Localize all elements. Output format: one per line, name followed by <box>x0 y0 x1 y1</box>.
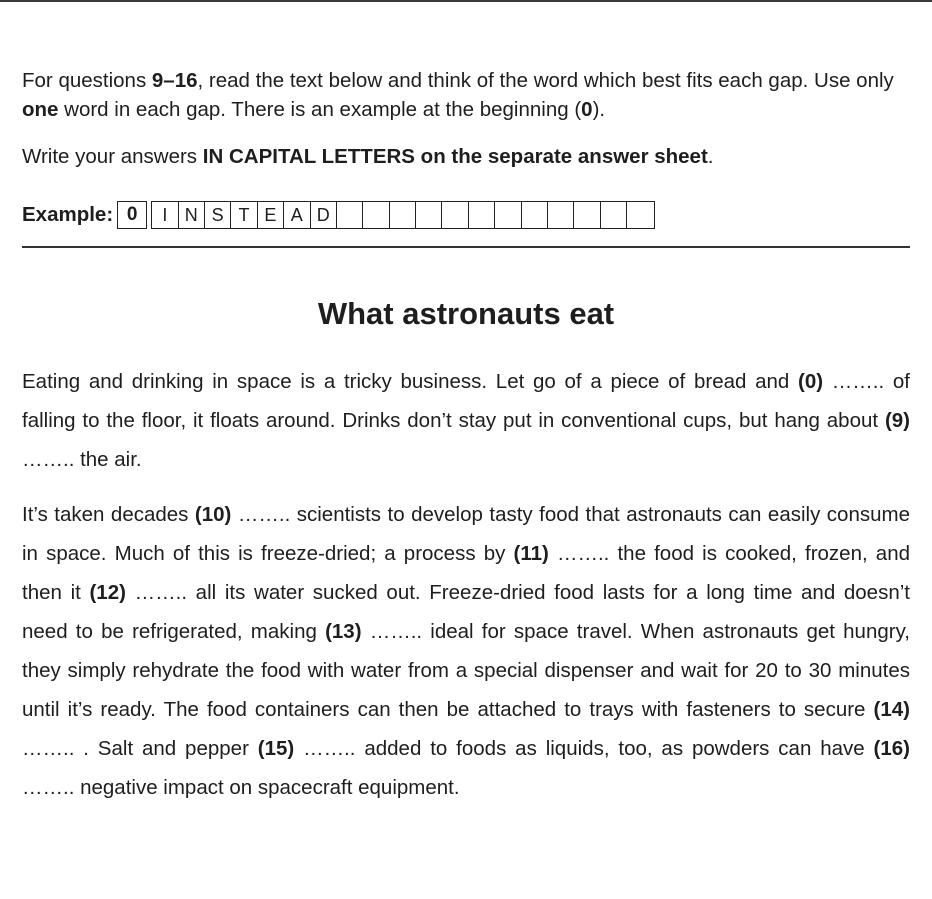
article-paragraph-1 <box>22 362 910 479</box>
article-text: …….. of falling to the floor, it floats around. Drinks don’t stay put in conventional cups, but hang about <box>22 370 910 432</box>
article-text: …….. scientists to develop tasty food that astronauts can easily consume in space. Much of this is freeze-dried; a process by <box>22 503 910 565</box>
example-number-ref: 0 <box>581 98 593 121</box>
gap-number: (16) <box>873 737 910 760</box>
article-text: …….. all its water sucked out. Freeze-dried food lasts for a long time and doesn’t need to be refrigerated, making <box>22 581 910 643</box>
instructions-paragraph <box>22 66 910 124</box>
article-paragraph-2 <box>22 495 910 807</box>
letter-cell <box>522 202 548 228</box>
example-number-box: 0 <box>117 201 147 229</box>
article-text: …….. added to foods as liquids, too, as powders can have <box>294 737 874 760</box>
letter-cell <box>495 202 521 228</box>
instructions-text: . <box>707 145 714 168</box>
letter-cell <box>442 202 468 228</box>
capital-letters-emphasis: IN CAPITAL LETTERS on the separate answer sheet <box>202 145 708 168</box>
article-text: …….. the food is cooked, frozen, and then it <box>22 542 911 604</box>
top-border-rule <box>0 0 932 2</box>
example-label: Example: <box>22 203 114 226</box>
emphasis-one: one <box>22 98 59 121</box>
letter-cell <box>627 202 653 228</box>
letter-cell: I <box>152 202 178 228</box>
letter-cell: D <box>311 202 337 228</box>
letter-cell <box>363 202 389 228</box>
gap-number: (13) <box>325 620 362 643</box>
gap-number: (0) <box>798 370 824 393</box>
answer-instructions <box>22 142 910 171</box>
gap-number: (9) <box>884 409 910 432</box>
gap-number: (12) <box>89 581 126 604</box>
article-text: …….. ideal for space travel. When astronauts get hungry, they simply rehydrate the food with water from a special dispenser and wait for 20 to 30 minutes until it’s ready. The food containers can then be attached to trays with fasteners to secure <box>22 620 911 721</box>
gap-number: (15) <box>257 737 295 760</box>
article-text: …….. . Salt and pepper <box>22 737 258 760</box>
letter-cell <box>601 202 627 228</box>
question-range: 9–16 <box>151 69 198 92</box>
answer-box-strip <box>117 201 654 229</box>
section-divider <box>22 246 910 248</box>
instructions-text: Write your answers <box>22 145 203 168</box>
letter-cell: A <box>284 202 310 228</box>
letter-cell <box>390 202 416 228</box>
letter-cell <box>469 202 495 228</box>
letter-cell: E <box>258 202 284 228</box>
gap-number: (10) <box>194 503 232 526</box>
instructions-text: For questions <box>22 69 152 92</box>
article-text: It’s taken decades <box>22 503 195 526</box>
letter-cell <box>548 202 574 228</box>
letter-cell: T <box>231 202 257 228</box>
letter-cell: N <box>179 202 205 228</box>
instructions-text: ). <box>592 98 606 121</box>
article-title: What astronauts eat <box>317 296 615 331</box>
gap-number: (11) <box>513 542 549 565</box>
article-text: …….. negative impact on spacecraft equipment. <box>22 776 460 799</box>
letter-cell <box>574 202 600 228</box>
example-row <box>22 199 655 231</box>
gap-number: (14) <box>873 698 910 721</box>
letter-cell <box>416 202 442 228</box>
letter-cell <box>337 202 363 228</box>
article-text: …….. the air. <box>22 448 142 471</box>
instructions-text: , read the text below and think of the word which best fits each gap. Use only <box>197 69 894 92</box>
letter-cell: S <box>205 202 231 228</box>
letter-cells <box>151 201 654 229</box>
instructions-text: word in each gap. There is an example at the beginning ( <box>58 98 582 121</box>
article-text: Eating and drinking in space is a tricky business. Let go of a piece of bread and <box>22 370 799 393</box>
